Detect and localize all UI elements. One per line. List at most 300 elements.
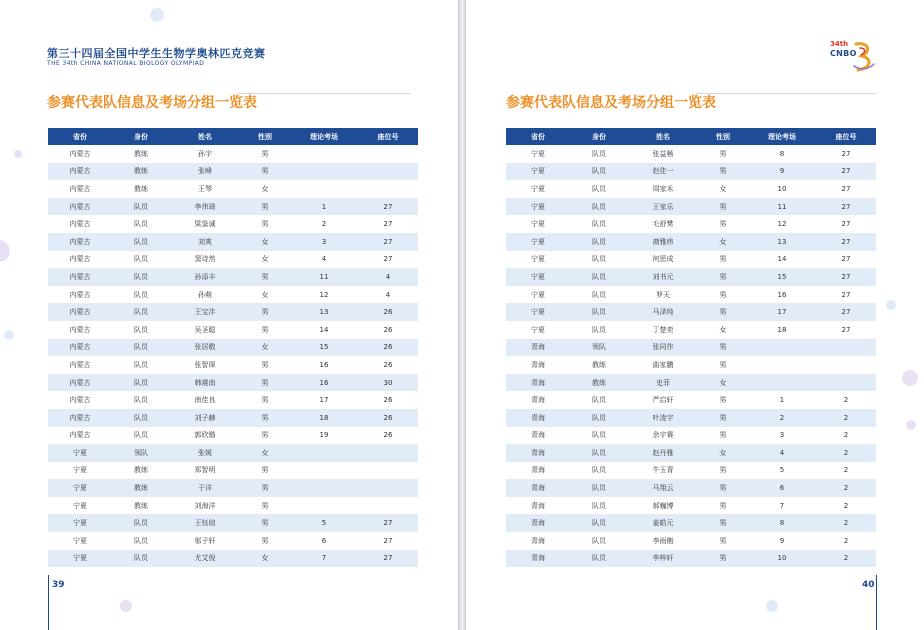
table-row xyxy=(506,479,876,497)
section-title: 参赛代表队信息及考场分组一览表 xyxy=(506,95,716,111)
name-cell: 赵佳一 xyxy=(628,163,698,181)
table-row xyxy=(506,462,876,480)
province-cell: 青海 xyxy=(506,391,570,409)
gender-cell: 男 xyxy=(240,462,290,480)
table-row xyxy=(48,163,418,181)
seat-cell: 30 xyxy=(358,374,418,392)
seat-cell: 2 xyxy=(816,409,876,427)
seat-cell: 26 xyxy=(358,321,418,339)
province-cell: 内蒙古 xyxy=(48,286,112,304)
province-cell: 内蒙古 xyxy=(48,356,112,374)
province-cell: 内蒙古 xyxy=(48,163,112,181)
gender-cell: 女 xyxy=(240,180,290,198)
exam-room-cell: 3 xyxy=(748,427,816,445)
logo-swoosh-icon xyxy=(852,40,876,72)
exam-room-cell: 4 xyxy=(290,251,358,269)
table-row xyxy=(48,303,418,321)
name-cell: 窦诗然 xyxy=(170,251,240,269)
role-cell: 队员 xyxy=(112,215,170,233)
exam-room-cell: 7 xyxy=(290,550,358,568)
exam-room-cell xyxy=(748,339,816,357)
seat-cell: 2 xyxy=(816,514,876,532)
seat-cell xyxy=(816,339,876,357)
gender-cell: 男 xyxy=(240,303,290,321)
seat-cell xyxy=(358,145,418,163)
seat-cell: 26 xyxy=(358,391,418,409)
province-cell: 宁夏 xyxy=(506,303,570,321)
table-row xyxy=(506,427,876,445)
exam-room-cell xyxy=(290,444,358,462)
seat-cell: 27 xyxy=(816,145,876,163)
table-row xyxy=(48,268,418,286)
gender-cell: 男 xyxy=(698,514,748,532)
role-cell: 队员 xyxy=(112,391,170,409)
exam-room-cell: 1 xyxy=(748,391,816,409)
column-header: 座位号 xyxy=(816,128,876,145)
gender-cell: 男 xyxy=(240,497,290,515)
role-cell: 队员 xyxy=(112,321,170,339)
role-cell: 教练 xyxy=(570,374,628,392)
gender-cell: 女 xyxy=(698,444,748,462)
table-row xyxy=(48,286,418,304)
exam-room-cell: 10 xyxy=(748,180,816,198)
gender-cell: 男 xyxy=(698,251,748,269)
exam-room-cell: 15 xyxy=(748,268,816,286)
name-cell: 姜皓元 xyxy=(628,514,698,532)
name-cell: 牛玉青 xyxy=(628,462,698,480)
table-row xyxy=(48,391,418,409)
exam-room-cell: 5 xyxy=(290,514,358,532)
table-row xyxy=(48,251,418,269)
table-row xyxy=(506,514,876,532)
seat-cell: 27 xyxy=(816,180,876,198)
seat-cell xyxy=(358,444,418,462)
province-cell: 青海 xyxy=(506,479,570,497)
exam-room-cell xyxy=(290,462,358,480)
table-row xyxy=(48,550,418,568)
gender-cell: 男 xyxy=(698,198,748,216)
column-header: 姓名 xyxy=(628,128,698,145)
province-cell: 内蒙古 xyxy=(48,180,112,198)
gender-cell: 男 xyxy=(240,409,290,427)
gender-cell: 男 xyxy=(240,532,290,550)
gender-cell: 男 xyxy=(240,215,290,233)
role-cell: 教练 xyxy=(112,462,170,480)
role-cell: 队员 xyxy=(112,514,170,532)
competition-title: 第三十四届全国中学生生物学奥林匹克竞赛 xyxy=(47,47,266,60)
province-cell: 内蒙古 xyxy=(48,427,112,445)
gender-cell: 男 xyxy=(698,303,748,321)
province-cell: 内蒙古 xyxy=(48,391,112,409)
seat-cell xyxy=(358,479,418,497)
exam-room-cell: 16 xyxy=(290,356,358,374)
exam-room-cell: 6 xyxy=(748,479,816,497)
exam-room-cell xyxy=(748,374,816,392)
exam-room-cell: 7 xyxy=(748,497,816,515)
role-cell: 领队 xyxy=(570,339,628,357)
name-cell: 张同作 xyxy=(628,339,698,357)
table-row xyxy=(506,356,876,374)
role-cell: 队员 xyxy=(112,339,170,357)
exam-room-cell xyxy=(748,356,816,374)
exam-room-cell: 17 xyxy=(290,391,358,409)
gender-cell: 男 xyxy=(698,268,748,286)
name-cell: 张智琛 xyxy=(170,356,240,374)
seat-cell xyxy=(358,163,418,181)
name-cell: 罗天 xyxy=(628,286,698,304)
seat-cell: 27 xyxy=(816,233,876,251)
table-row xyxy=(48,145,418,163)
roster-table xyxy=(506,128,876,567)
province-cell: 内蒙古 xyxy=(48,321,112,339)
molecule-decoration xyxy=(120,600,132,612)
molecule-decoration xyxy=(902,370,918,386)
table-row xyxy=(48,444,418,462)
seat-cell: 2 xyxy=(816,391,876,409)
role-cell: 队员 xyxy=(570,427,628,445)
column-header: 理论考场 xyxy=(290,128,358,145)
table-row xyxy=(48,180,418,198)
gender-cell: 男 xyxy=(698,532,748,550)
role-cell: 队员 xyxy=(570,145,628,163)
exam-room-cell: 2 xyxy=(290,215,358,233)
seat-cell: 2 xyxy=(816,444,876,462)
roster-table xyxy=(48,128,418,567)
role-cell: 队员 xyxy=(112,550,170,568)
province-cell: 宁夏 xyxy=(506,180,570,198)
province-cell: 青海 xyxy=(506,427,570,445)
table-row xyxy=(48,321,418,339)
name-cell: 郝巍博 xyxy=(628,497,698,515)
name-cell: 马泽纯 xyxy=(628,303,698,321)
exam-room-cell: 19 xyxy=(290,427,358,445)
gender-cell: 女 xyxy=(240,339,290,357)
role-cell: 队员 xyxy=(112,198,170,216)
name-cell: 裔雅炜 xyxy=(628,233,698,251)
table-row xyxy=(48,215,418,233)
molecule-decoration xyxy=(906,420,916,430)
table-row xyxy=(506,145,876,163)
seat-cell: 26 xyxy=(358,409,418,427)
gender-cell: 男 xyxy=(240,163,290,181)
name-cell: 何思成 xyxy=(628,251,698,269)
name-cell: 郑智明 xyxy=(170,462,240,480)
province-cell: 宁夏 xyxy=(506,251,570,269)
seat-cell: 27 xyxy=(358,532,418,550)
province-cell: 青海 xyxy=(506,374,570,392)
name-cell: 王家乐 xyxy=(628,198,698,216)
exam-room-cell xyxy=(290,145,358,163)
role-cell: 队员 xyxy=(570,286,628,304)
exam-room-cell: 15 xyxy=(290,339,358,357)
gender-cell: 女 xyxy=(698,321,748,339)
exam-room-cell: 17 xyxy=(748,303,816,321)
role-cell: 队员 xyxy=(570,462,628,480)
seat-cell: 27 xyxy=(816,321,876,339)
table-row xyxy=(48,479,418,497)
table-row xyxy=(506,374,876,392)
role-cell: 队员 xyxy=(570,268,628,286)
province-cell: 青海 xyxy=(506,550,570,568)
province-cell: 宁夏 xyxy=(506,321,570,339)
exam-room-cell: 1 xyxy=(290,198,358,216)
exam-room-cell: 3 xyxy=(290,233,358,251)
table-row xyxy=(506,163,876,181)
seat-cell: 27 xyxy=(816,163,876,181)
province-cell: 宁夏 xyxy=(48,479,112,497)
seat-cell xyxy=(358,497,418,515)
exam-room-cell: 14 xyxy=(290,321,358,339)
column-header: 省份 xyxy=(48,128,112,145)
exam-room-cell xyxy=(290,180,358,198)
province-cell: 宁夏 xyxy=(48,514,112,532)
seat-cell: 26 xyxy=(358,427,418,445)
seat-cell: 27 xyxy=(816,268,876,286)
name-cell: 张媛 xyxy=(170,444,240,462)
column-header: 性别 xyxy=(698,128,748,145)
name-cell: 张居敬 xyxy=(170,339,240,357)
table-row xyxy=(506,321,876,339)
gender-cell: 男 xyxy=(698,427,748,445)
table-row xyxy=(48,409,418,427)
gender-cell: 男 xyxy=(698,550,748,568)
table-row xyxy=(48,374,418,392)
role-cell: 队员 xyxy=(112,286,170,304)
seat-cell: 2 xyxy=(816,497,876,515)
role-cell: 队员 xyxy=(570,479,628,497)
role-cell: 教练 xyxy=(112,145,170,163)
name-cell: 王琴 xyxy=(170,180,240,198)
column-header: 身份 xyxy=(112,128,170,145)
name-cell: 张益畅 xyxy=(628,145,698,163)
book-fold xyxy=(458,0,466,630)
province-cell: 青海 xyxy=(506,356,570,374)
name-cell: 吴圣聪 xyxy=(170,321,240,339)
name-cell: 韩震南 xyxy=(170,374,240,392)
molecule-decoration xyxy=(14,150,22,158)
name-cell: 叶凌宇 xyxy=(628,409,698,427)
seat-cell: 4 xyxy=(358,268,418,286)
province-cell: 青海 xyxy=(506,514,570,532)
province-cell: 内蒙古 xyxy=(48,339,112,357)
role-cell: 队员 xyxy=(570,550,628,568)
molecule-decoration xyxy=(4,330,14,340)
role-cell: 队员 xyxy=(570,215,628,233)
name-cell: 毛舒樊 xyxy=(628,215,698,233)
name-cell: 南佳良 xyxy=(170,391,240,409)
seat-cell xyxy=(358,462,418,480)
name-cell: 刘书元 xyxy=(628,268,698,286)
seat-cell: 4 xyxy=(358,286,418,304)
table-row xyxy=(48,233,418,251)
table-row xyxy=(506,233,876,251)
province-cell: 宁夏 xyxy=(506,163,570,181)
gender-cell: 男 xyxy=(240,145,290,163)
seat-cell: 2 xyxy=(816,532,876,550)
cnbo-logo xyxy=(830,40,876,72)
gender-cell: 男 xyxy=(698,479,748,497)
gender-cell: 女 xyxy=(698,233,748,251)
gender-cell: 男 xyxy=(240,321,290,339)
title-divider xyxy=(696,93,876,94)
name-cell: 严启轩 xyxy=(628,391,698,409)
name-cell: 王宝沣 xyxy=(170,303,240,321)
gender-cell: 男 xyxy=(698,286,748,304)
column-header: 身份 xyxy=(570,128,628,145)
role-cell: 队员 xyxy=(112,532,170,550)
name-cell: 周家禾 xyxy=(628,180,698,198)
exam-room-cell: 16 xyxy=(748,286,816,304)
role-cell: 队员 xyxy=(570,233,628,251)
province-cell: 青海 xyxy=(506,409,570,427)
column-header: 性别 xyxy=(240,128,290,145)
seat-cell: 26 xyxy=(358,356,418,374)
table-row xyxy=(48,356,418,374)
gender-cell: 男 xyxy=(698,339,748,357)
gender-cell: 男 xyxy=(240,479,290,497)
name-cell: 孙萌 xyxy=(170,286,240,304)
gender-cell: 女 xyxy=(240,286,290,304)
seat-cell: 2 xyxy=(816,550,876,568)
table-row xyxy=(48,198,418,216)
role-cell: 队员 xyxy=(570,514,628,532)
seat-cell: 2 xyxy=(816,479,876,497)
exam-room-cell xyxy=(290,497,358,515)
name-cell: 丁楚奕 xyxy=(628,321,698,339)
exam-room-cell: 10 xyxy=(748,550,816,568)
province-cell: 青海 xyxy=(506,532,570,550)
seat-cell: 27 xyxy=(816,303,876,321)
role-cell: 队员 xyxy=(112,303,170,321)
left-page xyxy=(0,0,458,630)
name-cell: 曲家鹏 xyxy=(628,356,698,374)
province-cell: 青海 xyxy=(506,497,570,515)
page-edge-line xyxy=(48,575,49,630)
exam-room-cell: 18 xyxy=(290,409,358,427)
right-page xyxy=(466,0,924,630)
name-cell: 邬子轩 xyxy=(170,532,240,550)
role-cell: 队员 xyxy=(570,198,628,216)
name-cell: 梁鉴诚 xyxy=(170,215,240,233)
seat-cell xyxy=(358,180,418,198)
logo-text: CNBO xyxy=(830,49,857,58)
seat-cell xyxy=(816,356,876,374)
exam-room-cell: 9 xyxy=(748,163,816,181)
name-cell: 马翔云 xyxy=(628,479,698,497)
province-cell: 内蒙古 xyxy=(48,145,112,163)
gender-cell: 男 xyxy=(698,391,748,409)
gender-cell: 男 xyxy=(698,356,748,374)
name-cell: 刘爽 xyxy=(170,233,240,251)
name-cell: 孙宇 xyxy=(170,145,240,163)
gender-cell: 女 xyxy=(698,180,748,198)
exam-room-cell: 5 xyxy=(748,462,816,480)
gender-cell: 男 xyxy=(240,427,290,445)
exam-room-cell: 11 xyxy=(290,268,358,286)
seat-cell: 27 xyxy=(816,215,876,233)
table-header-row xyxy=(506,128,876,145)
gender-cell: 女 xyxy=(240,233,290,251)
gender-cell: 男 xyxy=(698,163,748,181)
province-cell: 宁夏 xyxy=(506,233,570,251)
name-cell: 余宇赛 xyxy=(628,427,698,445)
molecule-decoration xyxy=(766,600,778,612)
role-cell: 队员 xyxy=(112,374,170,392)
column-header: 座位号 xyxy=(358,128,418,145)
province-cell: 宁夏 xyxy=(506,268,570,286)
table-row xyxy=(48,462,418,480)
province-cell: 宁夏 xyxy=(48,444,112,462)
role-cell: 教练 xyxy=(112,163,170,181)
role-cell: 教练 xyxy=(112,479,170,497)
table-row xyxy=(506,251,876,269)
name-cell: 郭欣锴 xyxy=(170,427,240,445)
gender-cell: 男 xyxy=(240,374,290,392)
role-cell: 队员 xyxy=(570,251,628,269)
exam-room-cell: 11 xyxy=(748,198,816,216)
seat-cell: 27 xyxy=(816,286,876,304)
seat-cell: 2 xyxy=(816,462,876,480)
role-cell: 队员 xyxy=(112,233,170,251)
logo-number: 34th xyxy=(830,40,849,48)
column-header: 理论考场 xyxy=(748,128,816,145)
role-cell: 队员 xyxy=(570,497,628,515)
section-title: 参赛代表队信息及考场分组一览表 xyxy=(47,95,257,111)
role-cell: 队员 xyxy=(570,532,628,550)
table-row xyxy=(506,444,876,462)
province-cell: 宁夏 xyxy=(48,497,112,515)
table-row xyxy=(48,427,418,445)
name-cell: 刘子赫 xyxy=(170,409,240,427)
role-cell: 教练 xyxy=(570,356,628,374)
exam-room-cell: 9 xyxy=(748,532,816,550)
table-row xyxy=(506,497,876,515)
title-divider xyxy=(238,93,410,94)
seat-cell: 2 xyxy=(816,427,876,445)
province-cell: 青海 xyxy=(506,462,570,480)
gender-cell: 女 xyxy=(240,550,290,568)
name-cell: 赵丹雅 xyxy=(628,444,698,462)
exam-room-cell: 18 xyxy=(748,321,816,339)
seat-cell: 27 xyxy=(358,251,418,269)
table-row xyxy=(506,215,876,233)
role-cell: 队员 xyxy=(570,391,628,409)
gender-cell: 女 xyxy=(240,444,290,462)
molecule-decoration xyxy=(886,300,896,310)
role-cell: 队员 xyxy=(570,303,628,321)
name-cell: 史菲 xyxy=(628,374,698,392)
province-cell: 宁夏 xyxy=(48,550,112,568)
gender-cell: 男 xyxy=(698,215,748,233)
province-cell: 内蒙古 xyxy=(48,303,112,321)
name-cell: 孙添丰 xyxy=(170,268,240,286)
name-cell: 刘海洋 xyxy=(170,497,240,515)
page-edge-line xyxy=(876,575,877,630)
province-cell: 宁夏 xyxy=(506,145,570,163)
role-cell: 队员 xyxy=(112,356,170,374)
competition-subtitle: THE 34th CHINA NATIONAL BIOLOGY OLYMPIAD xyxy=(47,60,205,67)
province-cell: 宁夏 xyxy=(506,198,570,216)
table-row xyxy=(506,550,876,568)
role-cell: 队员 xyxy=(570,444,628,462)
province-cell: 内蒙古 xyxy=(48,374,112,392)
exam-room-cell xyxy=(290,479,358,497)
name-cell: 于洋 xyxy=(170,479,240,497)
seat-cell: 27 xyxy=(358,550,418,568)
province-cell: 宁夏 xyxy=(506,215,570,233)
role-cell: 教练 xyxy=(112,497,170,515)
table-row xyxy=(48,497,418,515)
